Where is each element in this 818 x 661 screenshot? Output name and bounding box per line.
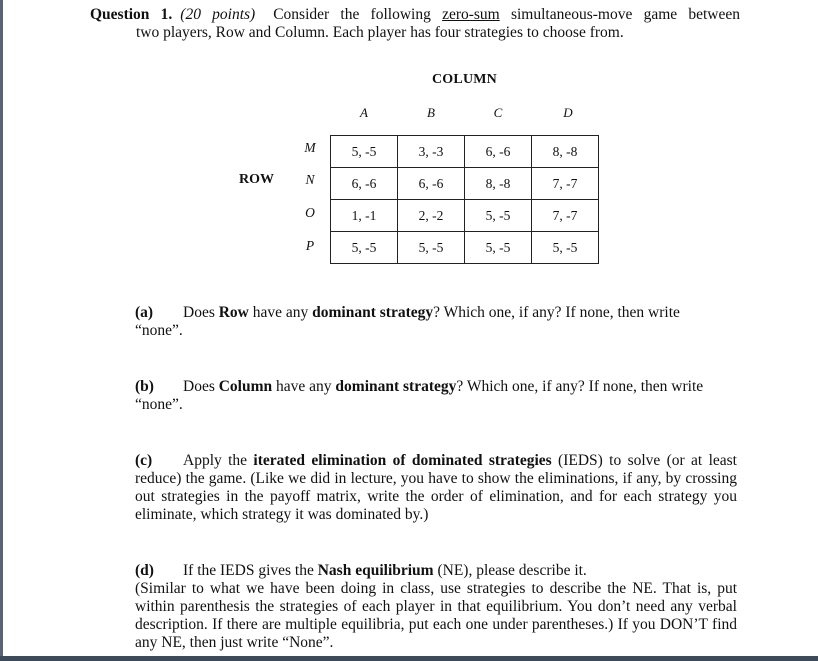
part-b-label: (b): [135, 378, 154, 395]
part-d-t1: If the IEDS gives the: [183, 562, 318, 579]
part-a-t3: ? Which one, if any? If none, then write: [433, 304, 680, 321]
cell-o-a: 1, -1: [331, 200, 398, 232]
cell-m-a: 5, -5: [331, 136, 398, 168]
payoff-matrix: [330, 135, 599, 264]
question-points: (20 points): [180, 6, 256, 23]
part-d-label: (d): [135, 562, 154, 579]
part-b-column-term: Column: [218, 378, 273, 395]
part-c-t2: (IEDS) to solve (or at least reduce) the game. (Like we did in lecture, you have to show the eliminations, if any, by crossing out strategies in the payoff matrix, write the order of elimination, and for each strategy you eliminate, which strategy it was dominated by.): [135, 452, 737, 523]
part-d-details: (Similar to what we have been doing in class, use strategies to describe the NE. That is, put within parenthesis the strategies of each player in that equilibrium. You don’t need any verbal description. If there are multiple equilibria, put each one under parentheses.) If you DON’T find any NE, then just write “None”.: [135, 580, 737, 651]
part-d-nash-term: Nash equilibrium: [317, 562, 434, 579]
zero-sum-term: zero-sum: [442, 6, 500, 23]
part-c-ieds-term: iterated elimination of dominated strategies: [253, 452, 552, 469]
row-strategy-m: M: [304, 140, 316, 155]
part-b-t3: ? Which one, if any? If none, then write: [456, 378, 704, 395]
cell-m-b: 3, -3: [398, 136, 465, 168]
matrix-row-p: [331, 232, 599, 264]
cell-m-c: 6, -6: [465, 136, 532, 168]
part-a-t2: have any: [248, 304, 313, 321]
part-c-t1: Apply the: [183, 452, 254, 469]
cell-p-d: 5, -5: [532, 232, 599, 264]
row-strategy-o: O: [305, 205, 315, 220]
bottom-border: [0, 656, 818, 661]
cell-n-b: 6, -6: [398, 168, 465, 200]
cell-m-d: 8, -8: [532, 136, 599, 168]
column-strategy-b: B: [427, 105, 435, 120]
part-b: [135, 378, 737, 414]
part-a-row-term: Row: [218, 304, 249, 321]
column-strategy-c: C: [493, 105, 503, 120]
matrix-row-n: [331, 168, 599, 200]
part-c-text: [135, 452, 737, 524]
part-c-label: (c): [135, 452, 153, 469]
part-d-t2: (NE), please describe it.: [433, 562, 587, 579]
part-b-t2: have any: [272, 378, 336, 395]
cell-o-d: 7, -7: [532, 200, 599, 232]
part-b-line-2: “none”.: [135, 396, 183, 413]
part-b-dominant-term: dominant strategy: [335, 378, 457, 395]
question-line-1: [90, 6, 740, 24]
row-player-title: ROW: [239, 172, 274, 187]
cell-p-b: 5, -5: [398, 232, 465, 264]
question-line-2: two players, Row and Column. Each player has four strategies to choose from.: [136, 24, 624, 41]
part-a-t1: Does: [183, 304, 219, 321]
part-d-text: [135, 562, 737, 580]
left-border: [0, 0, 3, 661]
part-a-label: (a): [135, 304, 154, 321]
part-a-line-2: “none”.: [135, 322, 183, 339]
column-player-title: COLUMN: [432, 72, 497, 87]
matrix-row-m: [331, 136, 599, 168]
part-a-text: [135, 304, 737, 322]
question-intro: [273, 6, 740, 23]
column-strategy-a: A: [360, 105, 368, 120]
intro-text-a: Consider the following: [273, 6, 443, 23]
cell-n-d: 7, -7: [532, 168, 599, 200]
part-a: [135, 304, 737, 340]
part-b-text: [135, 378, 737, 396]
column-strategy-d: D: [563, 105, 573, 120]
row-strategy-n: N: [305, 172, 315, 187]
cell-p-a: 5, -5: [331, 232, 398, 264]
matrix-row-o: [331, 200, 599, 232]
question-number: Question 1.: [90, 6, 173, 23]
part-c: [135, 452, 737, 524]
part-d: [135, 562, 737, 652]
intro-text-b: simultaneous-move game between: [499, 6, 740, 23]
cell-o-c: 5, -5: [465, 200, 532, 232]
part-b-t1: Does: [183, 378, 219, 395]
cell-n-c: 8, -8: [465, 168, 532, 200]
cell-n-a: 6, -6: [331, 168, 398, 200]
cell-o-b: 2, -2: [398, 200, 465, 232]
row-strategy-p: P: [305, 238, 315, 253]
question-header: [90, 6, 740, 42]
part-a-dominant-term: dominant strategy: [312, 304, 434, 321]
cell-p-c: 5, -5: [465, 232, 532, 264]
